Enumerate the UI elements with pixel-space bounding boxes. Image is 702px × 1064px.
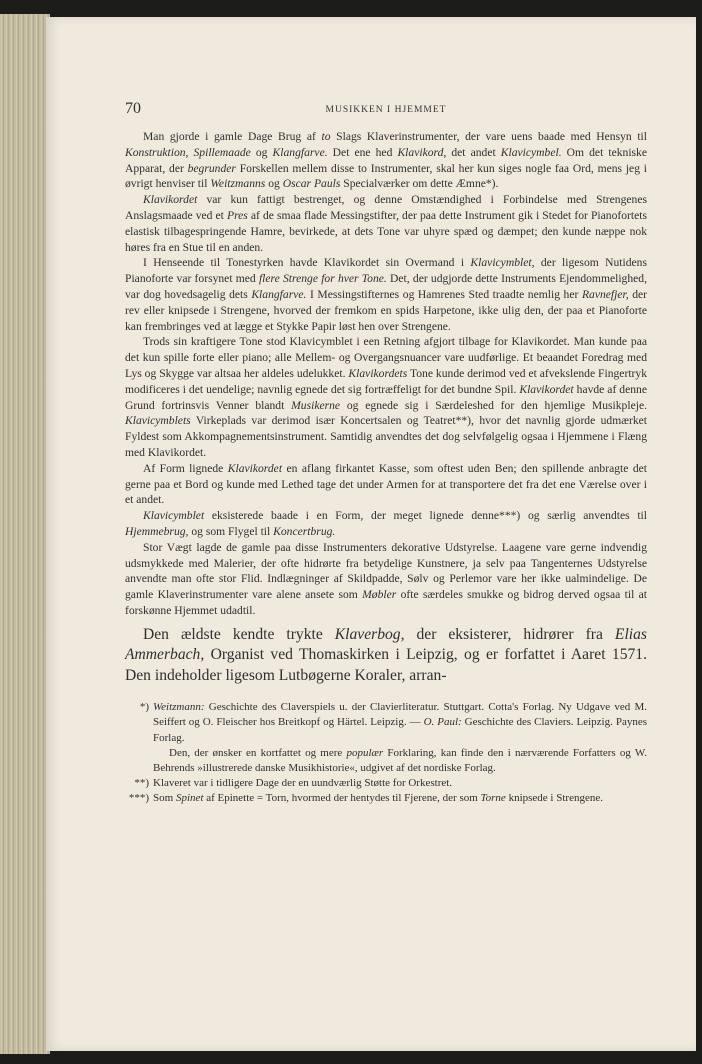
italic-run: Hjemmebrug, (125, 524, 189, 538)
italic-run: Pres (226, 208, 248, 222)
italic-run: Klavicymblet, (470, 256, 535, 270)
footnote-text (153, 776, 647, 791)
text-run: eksisterede baade i en Form, der meget lignede denne***) og særlig anvendtes til (204, 509, 647, 523)
italic-run: begrunder (187, 161, 236, 175)
text-run: knipsede i Strengene. (505, 792, 603, 805)
paragraph (125, 508, 647, 540)
page-header (125, 100, 647, 120)
page-edge (0, 14, 50, 1054)
text-run: I Henseende til Tonestyrken havde Klavikordet sin Overmand i (143, 256, 471, 270)
text-run: Klaveret var i tidligere Dage der en uundværlig Støtte for Orkestret. (153, 777, 453, 790)
italic-run: Torne (480, 792, 506, 805)
text-run: Forskellen mellem disse to Instrumenter, skal her kun siges nogle faa Ord, mens jeg i øvrigt henviser til (125, 161, 647, 191)
italic-run: Klaverbog, (334, 625, 405, 643)
text-run: Geschichte des Claverspiels u. der Clavierliteratur. Stuttgart. Cotta's Forlag. Ny Udgave ved M. Seiffert og O. Fleischer hos Breitkopf og Härtel. Leipzig. — (153, 701, 647, 729)
text-run: Man gjorde i gamle Dage Brug af (143, 130, 322, 143)
text-run: ofte særdeles smukke og bidrog derved ogsaa til at forskønne Hjemmet udadtil. (125, 588, 647, 617)
italic-run: flere Strenge for hver Tone. (258, 272, 387, 286)
italic-run: Klavikordet (519, 382, 574, 396)
paragraph (125, 461, 647, 508)
italic-run: Klavicymblets (125, 414, 191, 428)
italic-run: Klavikordet (143, 193, 198, 207)
footnote-continuation (125, 746, 647, 776)
text-run: og som Flygel til (188, 524, 274, 538)
text-run: Slags Klaverinstrumenter, der vare uens baade med Hensyn til (330, 130, 647, 143)
text-run: der ligesom Nutidens Pianoforte var forsynet med (125, 256, 647, 286)
text-run: Det ene hed (327, 145, 398, 159)
footnote-text (153, 700, 647, 746)
text-run: Virkeplads var derimod især Koncertsalen og Teatret**), hvor det navnlig gjorde udmærket Fyldest som Akkompagnementsinstrument. Samtidig anvendtes det dog selvfølgelig ogsaa i Hjemmene i Flæng med Klavikordet. (125, 414, 647, 459)
italic-run: populær (346, 746, 384, 759)
text-run: Specialværker om dette Æmne*). (340, 177, 499, 191)
italic-run: O. Paul: (423, 716, 462, 729)
paragraph (125, 334, 647, 460)
italic-run: Klangfarve. (272, 145, 328, 159)
italic-run: Koncertbrug. (273, 524, 336, 538)
italic-run: Elias Ammerbach, (125, 625, 647, 664)
paragraph (125, 540, 647, 619)
footnote-text (153, 791, 647, 806)
italic-run: Konstruktion, Spillemaade (125, 145, 251, 159)
paragraph (125, 255, 647, 334)
footnote-mark: ***) (128, 792, 149, 805)
text-run: Geschichte des Claviers. Leipzig. Paynes Forlag. (153, 716, 647, 744)
italic-run: Klavikordet (227, 461, 283, 475)
text-run: det andet (446, 145, 501, 159)
italic-run: Weitzmann: (153, 701, 205, 714)
footnote (125, 700, 647, 746)
footnote (125, 776, 647, 791)
text-run: af de smaa flade Messingstifter, der paa dette Instrument gik i Stedet for Pianofortets elastisk tilbagespringende Hamre, bevirkede, at dets Tone var uhyre spæd og dæmpet; den kunde næppe nok høres fra en Stue til en anden. (125, 208, 647, 254)
paragraph (125, 129, 647, 192)
text-run: I Messingstifternes og Hamrenes Sted traadte nemlig her (306, 287, 582, 301)
footnote-mark: **) (134, 777, 149, 790)
page-number: 70 (125, 100, 141, 117)
italic-run: Klavicymblet (143, 509, 205, 523)
large-paragraph (125, 625, 647, 687)
italic-run: Spinet (175, 792, 204, 805)
footnote (125, 791, 647, 806)
text-run: en aflang firkantet Kasse, som oftest uden Ben; den spillende anbragte det gerne paa et Bord og kunde med Lethed tage det under Armen for at transportere det fra det ene Værelse over i et andet. (125, 461, 647, 507)
text-run: var kun fattigt bestrenget, og denne Omstændighed i Forbindelse med Strengenes Anslagsmaade ved et (125, 193, 647, 222)
text-run: Forklaring, kan finde den i nærværende Forfatters og W. Behrends »illustrerede danske Musikhistorie«, udgivet af det nordiske Forlag. (153, 746, 647, 775)
text-run: Den, der ønsker en kortfattet og mere (169, 746, 347, 759)
italic-run: Weitzmanns (210, 177, 266, 191)
text-run: Trods sin kraftigere Tone stod Klavicymblet i een Retning afgjort tilbage for Klavikordet. Man kunde paa det kun spille forte eller piano; alle Mellem- og Overgangsnuancer vare uudførlige. Et beaandet Foredrag med Lys og Skygge var altsaa her aldeles udelukket. (125, 335, 647, 380)
text-run: der eksisterer, hidrører fra (404, 625, 615, 643)
page-body (125, 129, 647, 807)
footnote-mark: *) (139, 701, 149, 714)
text-run: Organist ved Thomaskirken i Leipzig, og er forfattet i Aaret 1571. Den indeholder ligesom Lutbøgerne Koraler, arran- (125, 646, 647, 684)
footnotes (125, 700, 647, 806)
text-run: og (265, 177, 283, 191)
text-run: havde af denne Grund fortrinsvis Venner blandt (125, 382, 647, 412)
italic-run: Møbler (362, 588, 397, 602)
text-run: Af Form lignede (143, 461, 228, 475)
italic-run: Klangfarve. (251, 287, 307, 301)
text-run: af Epinette = Torn, hvormed der hentydes til Fjerene, der som (203, 792, 481, 805)
text-run: Det, der udgjorde dette Instruments Ejendommelighed, var dog hovedsagelig dets (125, 272, 647, 301)
italic-run: Klavikord, (397, 145, 447, 159)
text-run: Tone kunde derimod ved et afvekslende Fingertryk modificeres i det uendelige; navnlig egnede det sig fortræffeligt for det bundne Spil. (125, 366, 647, 396)
text-run: Den ældste kendte trykte (143, 625, 335, 643)
italic-run: Ravnefjer, (581, 287, 629, 301)
text-run: Som (153, 792, 176, 805)
italic-run: Musikerne (291, 398, 341, 412)
text-run: der rev eller knipsede i Strengene, hvorved der fremkom en spids Harpetone, ikke ulig den, der paa et Pianoforte kan frembringes ved at lægge et Stykke Papir løst hen over Strengene. (125, 287, 647, 333)
italic-run: to (321, 130, 331, 143)
paragraph (125, 192, 647, 255)
italic-run: Oscar Pauls (282, 177, 341, 191)
text-run: Stor Vægt lagde de gamle paa disse Instrumenters dekorative Udstyrelse. Laagene vare gerne indvendig udsmykkede med Malerier, der ofte hidrørte fra betydelige Kunstnere, ja selv paa Tangenternes Udstyrelse anvendte man ofte stor Flid. Indlægninger af Skildpadde, Sølv og Perlemor vare her ikke ualmindelige. De gamle Klaverinstrumenter vare alene ansete som (125, 540, 647, 602)
italic-run: Klavikordets (348, 366, 408, 380)
italic-run: Klavicymbel. (500, 145, 562, 159)
running-head: MUSIKKEN I HJEMMET (325, 105, 447, 115)
text-run: og (250, 145, 273, 159)
text-run: og egnede sig i Særdeleshed for den hjemlige Musikpleje. (340, 398, 647, 412)
text-run: Om det tekniske Apparat, der (125, 145, 648, 175)
